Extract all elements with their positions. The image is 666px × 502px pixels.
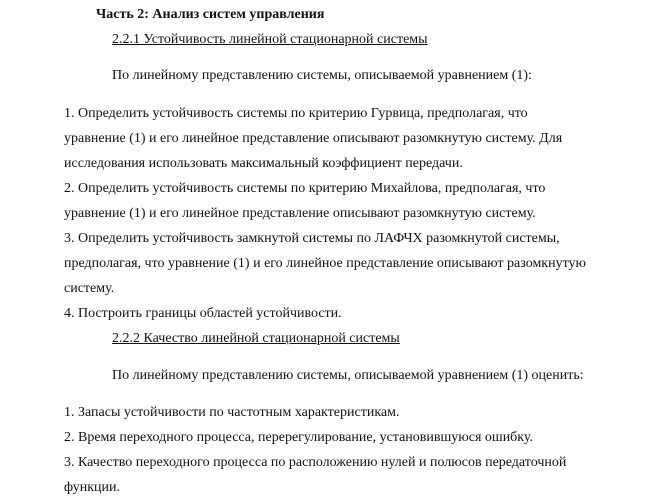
section-heading-2-2-1: 2.2.1 Устойчивость линейной стационарной системы (112, 32, 428, 47)
part-title: Часть 2: Анализ систем управления (96, 7, 325, 22)
section-intro-2-2-2: По линейному представлению системы, описываемой уравнением (1) оценить: (112, 368, 584, 383)
list-item-line: 1. Определить устойчивость системы по критерию Гурвица, предполагая, что (64, 106, 528, 121)
list-item-line: исследования использовать максимальный коэффициент передачи. (64, 156, 463, 171)
section-heading-2-2-2: 2.2.2 Качество линейной стационарной системы (112, 331, 400, 346)
list-item-line: 3. Качество переходного процесса по расположению нулей и полюсов передаточной (64, 455, 567, 470)
list-item-line: функции. (64, 480, 120, 495)
list-item-line: 2. Определить устойчивость системы по критерию Михайлова, предполагая, что (64, 181, 546, 196)
list-item-line: предполагая, что уравнение (1) и его линейное представление описывают разомкнутую (64, 256, 586, 271)
list-item-line: уравнение (1) и его линейное представление описывают разомкнутую систему. Для (64, 131, 563, 146)
list-item-line: 3. Определить устойчивость замкнутой системы по ЛАФЧХ разомкнутой системы, (64, 231, 560, 246)
list-item-line: 2. Время переходного процесса, перерегулирование, установившуюся ошибку. (64, 430, 534, 445)
list-item-line: уравнение (1) и его линейное представление описывают разомкнутую систему. (64, 206, 536, 221)
list-item-line: систему. (64, 281, 115, 296)
list-item-line: 4. Построить границы областей устойчивости. (64, 306, 342, 321)
section-intro-2-2-1: По линейному представлению системы, описываемой уравнением (1): (112, 68, 532, 83)
list-item-line: 1. Запасы устойчивости по частотным характеристикам. (64, 405, 400, 420)
